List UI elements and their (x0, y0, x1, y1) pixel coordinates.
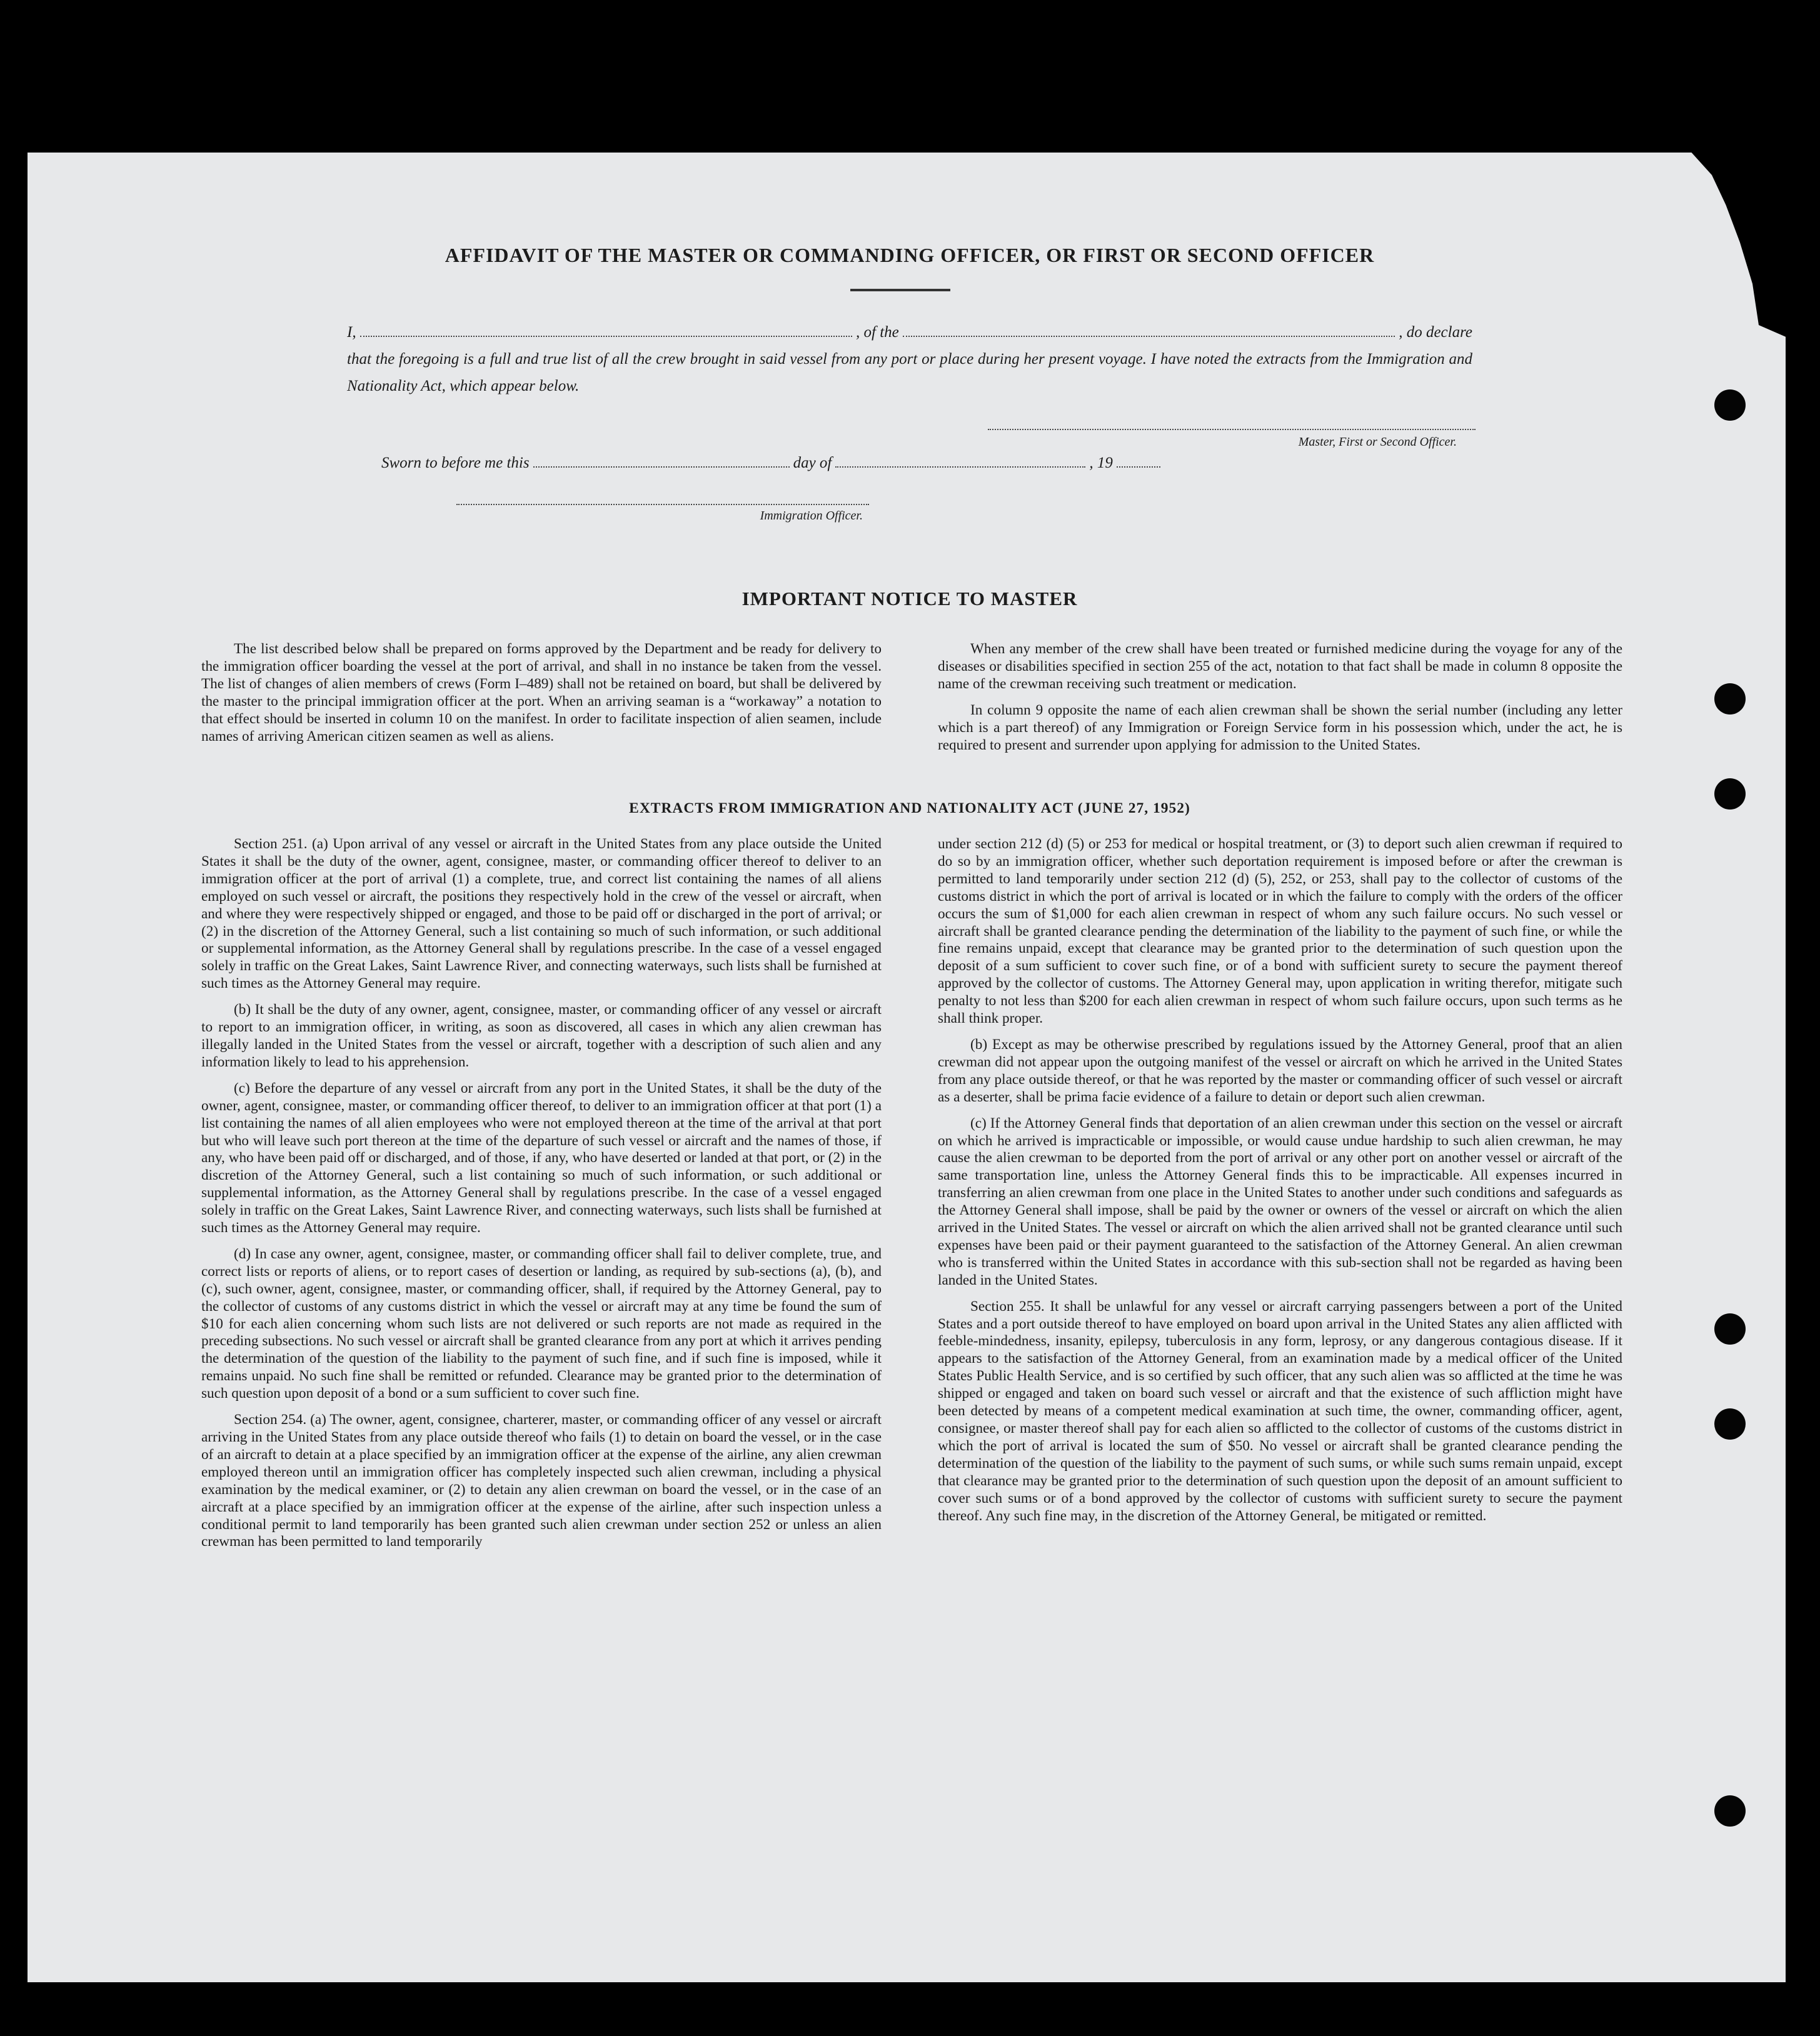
affidavit-title: AFFIDAVIT OF THE MASTER OR COMMANDING OFFICER, OR FIRST OR SECOND OFFICER (445, 244, 1375, 266)
punch-hole (1714, 1408, 1746, 1440)
section-paragraph: Section 254. (a) The owner, agent, consignee, charterer, master, or commanding officer of any vessel or aircraft arriving in the United States from any place outside thereof who fails (1) to detain on board the vessel, or in the case of an aircraft to detain at a place specified by an immigration officer at the expense of the airline, any alien crewman employed thereon until an immigration officer has completely inspected such alien crewman, including a physical examination by the medical examiner, or (2) to detain any alien crewman on board the vessel, or in the case of an aircraft at a place specified by an immigration officer at the expense of the airline, after such inspection unless a conditional permit to land temporarily has been granted such alien crewman under section 252 or unless an alien crewman has been permitted to land temporarily (201, 1412, 882, 1550)
declare-of-the: , of the (856, 324, 899, 341)
section-paragraph: Section 255. It shall be unlawful for any vessel or aircraft carrying passengers between a port of the United States and a port outside thereof to have employed on board upon arrival in the United States any alien afflicted with feeble-mindedness, insanity, epilepsy, tuberculosis in any form, leprosy, or any dangerous contagious disease. If it appears to the satisfaction of the Attorney General, from an examination made by a medical officer of the United States Public Health Service, and is so certified by such officer, that any such alien was so afflicted at the time he was shipped or engaged and taken on board such vessel or aircraft and that the existence of such affliction might have been detected by means of a competent medical examination at such time, the owner, commanding officer, agent, consignee, or master thereof shall pay for each alien so afflicted to the collector of customs of the customs district in which the port of arrival is located the sum of $50. No vessel or aircraft shall be granted clearance pending the determination of the question of the liability to the payment of such sums, or while such sums remain unpaid, except that clearance may be granted prior to the determination of such question upon the deposit of an amount sufficient to cover such sums or of a bond approved by the collector of customs with sufficient surety to secure the payment thereof. Any such fine may, in the discretion of the Attorney General, be mitigated or remitted. (938, 1298, 1622, 1524)
section-paragraph: (c) Before the departure of any vessel or aircraft from any port in the United States, it shall be the duty of the owner, agent, consignee, master, or commanding officer thereof, to deliver to an immigration officer at that port (1) a list containing the names of all alien employees who were not employed thereon at the time of the arrival at that port but who will leave such port thereon at the time of the departure of such vessel or aircraft and the names of those, if any, who have been paid off or discharged, and of those, if any, who have deserted or landed at that port, or (2) in the discretion of the Attorney General, such a list containing so much of such information, or such additional or supplemental information, as the Attorney General shall by regulations prescribe. In the case of a vessel engaged solely in traffic on the Great Lakes, Saint Lawrence River, and connecting waterways, such lists shall be furnished at such times as the Attorney General may require. (201, 1080, 882, 1236)
section-paragraph: under section 212 (d) (5) or 253 for medical or hospital treatment, or (3) to deport such alien crewman if required to do so by an immigration officer, whether such deportation requirement is imposed before or after the crewman is permitted to land temporarily under section 212 (d) (5), 252, or 253, shall pay to the collector of customs of the customs district in which the port of arrival is located or in which the failure to comply with the orders of the officer occurs the sum of $1,000 for each alien crewman in respect of whom any such failure occurs. No such vessel or aircraft shall be granted clearance pending the determination of the liability to the payment of such fine, or while the fine remains unpaid, except that clearance may be granted prior to the determination of such question upon the deposit of a sum sufficient to cover such fine, or of a bond with sufficient surety to secure the payment thereof approved by the collector of customs. The Attorney General may, upon application in writing therefor, mitigate such penalty to not less than $200 for each alien crewman in respect of whom such failure occurs, upon such terms as he shall think proper. (938, 836, 1622, 1027)
punch-hole (1714, 683, 1746, 715)
extracts-left-column (201, 836, 882, 1551)
immigration-officer-label: Immigration Officer. (760, 509, 863, 523)
sworn-year-blank[interactable] (1117, 454, 1160, 468)
sworn-prefix: Sworn to before me this (381, 454, 530, 471)
master-signature-line[interactable] (988, 429, 1476, 430)
sworn-month-blank[interactable] (835, 454, 1085, 468)
section-paragraph: (b) Except as may be otherwise prescribed by regulations issued by the Attorney General, proof that an alien crewman did not appear upon the outgoing manifest of the vessel or aircraft on which he arrived in the United States from any place outside thereof, or that he was reported by the master or commanding officer of such vessel or aircraft as a deserter, shall be prima facie evidence of a failure to detain or deport such alien crewman. (938, 1036, 1622, 1105)
declare-i: I, (347, 324, 356, 341)
notice-left-column (201, 641, 882, 745)
sworn-day-of: day of (793, 454, 832, 471)
declaration-text: that the foregoing is a full and true list of all the crew brought in said vessel from any port or place during her present voyage. I have noted the extracts from the Immigration and Nationality Act, which appear below. (347, 351, 1472, 394)
notice-paragraph: When any member of the crew shall have been treated or furnished medicine during the voyage for any of the diseases or disabilities specified in section 255 of the act, notation to that fact shall be made in column 8 opposite the name of the crewman receiving such treatment or medication. (938, 641, 1622, 692)
sworn-year: , 19 (1089, 454, 1113, 471)
extracts-right-column (938, 836, 1622, 1525)
section-paragraph: Section 251. (a) Upon arrival of any vessel or aircraft in the United States from any place outside the United States it shall be the duty of the owner, agent, consignee, master, or commanding officer thereof to deliver to an immigration officer at the port of arrival (1) a complete, true, and correct list containing the names of all aliens employed on such vessel or aircraft, the positions they respectively hold in the crew of the vessel or aircraft, when and where they were respectively shipped or engaged, and those to be paid off or discharged in the port of arrival; or (2) in the discretion of the Attorney General, such a list containing so much of such information, or such additional or supplemental information, as the Attorney General shall by regulations prescribe. In the case of a vessel engaged solely in traffic on the Great Lakes, Saint Lawrence River, and connecting waterways, such lists shall be furnished at such times as the Attorney General may require. (201, 836, 882, 992)
master-signature-label: Master, First or Second Officer. (1298, 435, 1457, 449)
immigration-officer-signature-line[interactable] (456, 504, 869, 505)
title-rule (850, 289, 950, 291)
section-paragraph: (b) It shall be the duty of any owner, agent, consignee, master, or commanding officer of any vessel or aircraft to report to an immigration officer, in writing, as soon as discovered, all cases in which any alien crewman has illegally landed in the United States from the vessel or aircraft, together with a description of such alien and any information likely to lead to his apprehension. (201, 1001, 882, 1070)
sworn-line (381, 454, 1207, 472)
punch-hole (1714, 778, 1746, 810)
notice-right-column (938, 641, 1622, 754)
punch-hole (1714, 389, 1746, 421)
declaration-block (347, 319, 1472, 399)
vessel-blank[interactable] (903, 322, 1395, 337)
notice-paragraph: In column 9 opposite the name of each alien crewman shall be shown the serial number (including any letter which is a part thereof) of any Immigration or Foreign Service form in his possession which, under the act, he is required to present and surrender upon applying for admission to the United States. (938, 701, 1622, 753)
notice-title: IMPORTANT NOTICE TO MASTER (742, 588, 1078, 609)
extracts-title: EXTRACTS FROM IMMIGRATION AND NATIONALITY ACT (JUNE 27, 1952) (629, 800, 1190, 816)
declare-do-declare: , do declare (1399, 324, 1472, 341)
section-paragraph: (d) In case any owner, agent, consignee, master, or commanding officer shall fail to deliver complete, true, and correct lists or reports of aliens, or to report cases of desertion or landing, as required by sub-sections (a), (b), and (c), such owner, agent, consignee, master, or commanding officer, shall, if required by the Attorney General, pay to the collector of customs of any customs district in which the vessel or aircraft may at any time be found the sum of $10 for each alien concerning whom such lists are not delivered or such reports are not made as required in the preceding subsections. No such vessel or aircraft shall be granted clearance from any port at which it arrives pending the determination of the question of the liability to the payment of such fine, and if such fine is imposed, while it remains unpaid. No such fine shall be remitted or refunded. Clearance may be granted prior to the determination of such question upon deposit of a bond or a sum sufficient to cover such fine. (201, 1245, 882, 1402)
section-paragraph: (c) If the Attorney General finds that deportation of an alien crewman under this section on the vessel or aircraft on which he arrived is impracticable or impossible, or would cause undue hardship to such alien crewman, he may cause the alien crewman to be deported from the port of arrival or any other port on another vessel or aircraft of the same transportation line, unless the Attorney General finds this to be impracticable. All expenses incurred in transferring an alien crewman from one place in the United States to another under such conditions and safeguards as the Attorney General shall impose, shall be paid by the owner or owners of the vessel or aircraft on which the alien arrived in the United States. The vessel or aircraft on which the alien arrived shall not be granted clearance until such expenses have been paid or their payment guaranteed to the satisfaction of the Attorney General. An alien crewman who is transferred within the United States in accordance with this sub-section shall not be regarded as having been landed in the United States. (938, 1115, 1622, 1288)
sworn-day-blank[interactable] (533, 454, 790, 468)
punch-hole (1714, 1795, 1746, 1827)
notice-paragraph: The list described below shall be prepared on forms approved by the Department and be ready for delivery to the immigration officer boarding the vessel at the port of arrival, and shall in no instance be taken from the vessel. The list of changes of alien members of crews (Form I–489) shall not be retained on board, but shall be delivered by the master to the principal immigration officer at the port. When an arriving seaman is a “workaway” a notation to that effect should be inserted in column 10 on the manifest. In order to facilitate inspection of alien seamen, include names of arriving American citizen seamen as well as aliens. (201, 641, 882, 745)
declaration-line (347, 319, 1472, 346)
name-blank[interactable] (360, 322, 852, 337)
punch-hole (1714, 1313, 1746, 1345)
